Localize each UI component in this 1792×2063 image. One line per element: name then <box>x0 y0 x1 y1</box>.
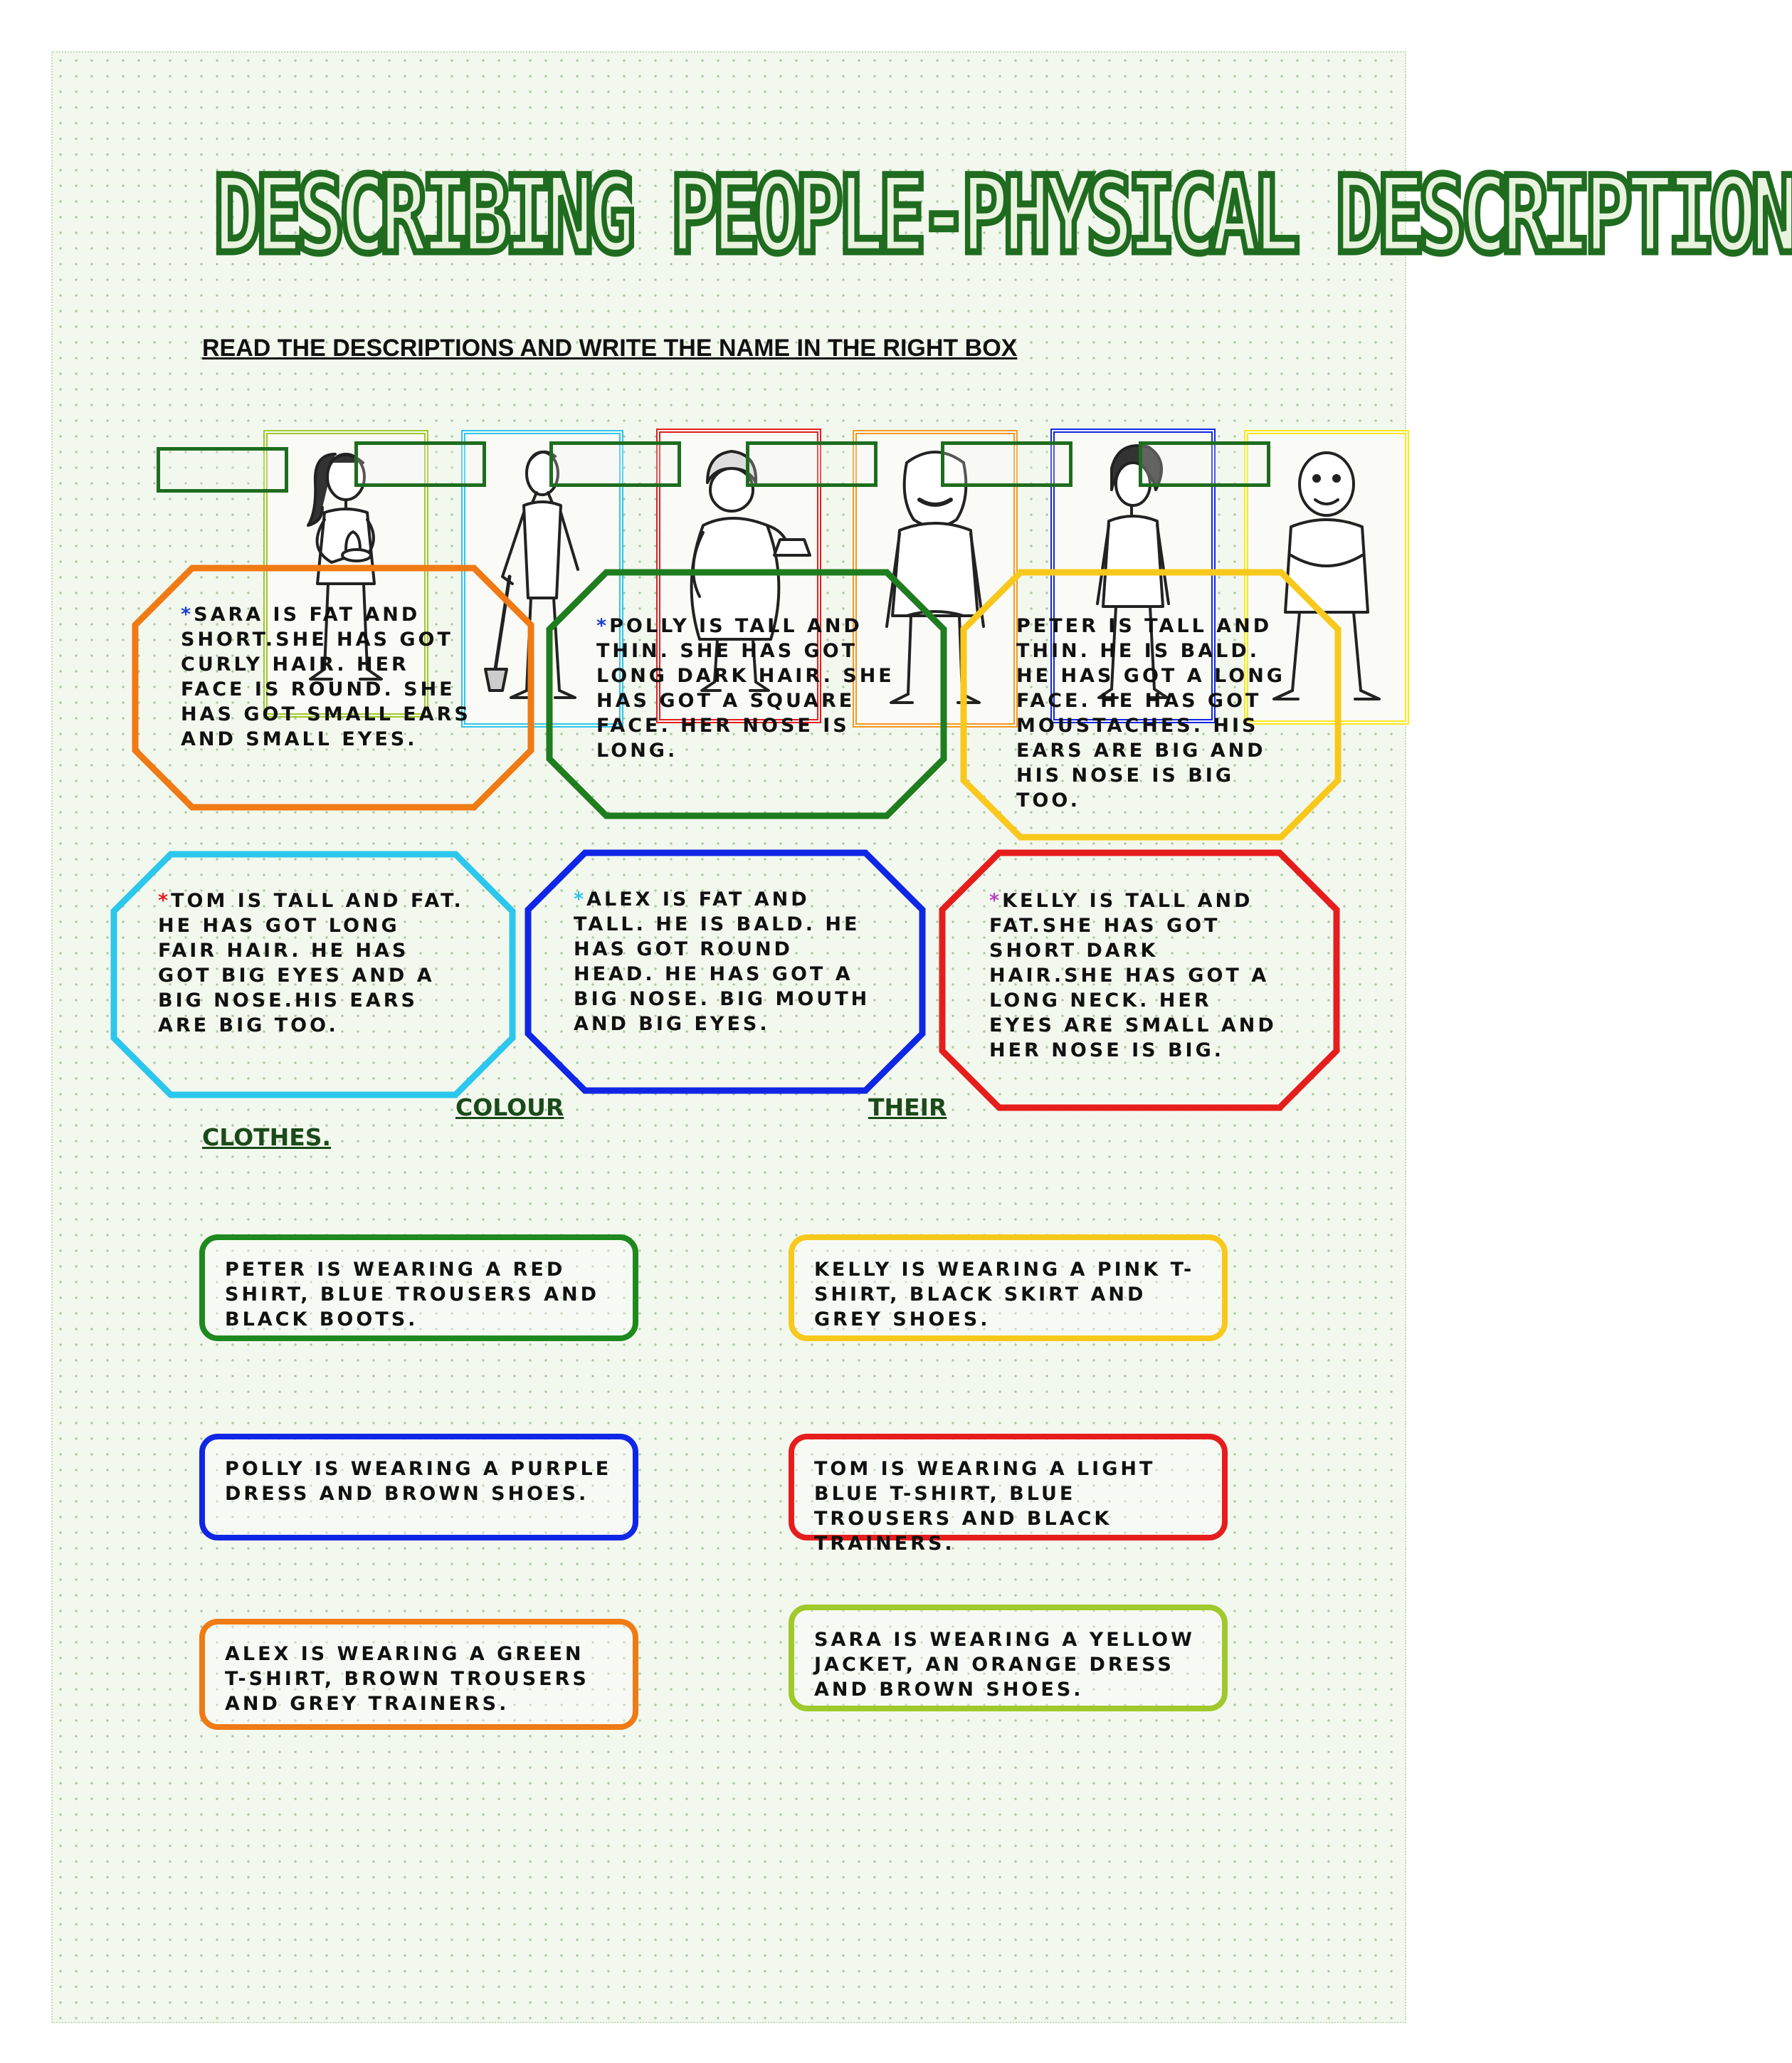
name-answer-box-3[interactable] <box>549 441 681 487</box>
name-answer-box-1[interactable] <box>157 447 288 493</box>
name-answer-box-4[interactable] <box>746 441 877 487</box>
clothes-text: ALEX IS WEARING A GREEN T-SHIRT, BROWN TROUSERS AND GREY TRAINERS. <box>225 1643 589 1715</box>
description-box-tom: *TOM IS TALL AND FAT. HE HAS GOT LONG FAIR HAIR. HE HAS GOT BIG EYES AND A BIG NOSE.HIS EARS ARE BIG TOO. <box>111 851 515 1098</box>
clothes-box-polly <box>199 1434 638 1540</box>
clothes-text: KELLY IS WEARING A PINK T-SHIRT, BLACK SKIRT AND GREY SHOES. <box>814 1259 1195 1330</box>
name-answer-box-5[interactable] <box>941 441 1072 487</box>
clothes-heading-word: CLOTHES. <box>202 1123 332 1151</box>
clothes-box-sara <box>789 1605 1228 1711</box>
description-text: PETER IS TALL AND THIN. HE IS BALD. HE HAS GOT A LONG FACE. HE HAS GOT MOUSTACHES. HIS EARS ARE BIG AND HIS NOSE IS BIG TOO. <box>1016 615 1285 812</box>
clothes-text: SARA IS WEARING A YELLOW JACKET, AN ORANGE DRESS AND BROWN SHOES. <box>814 1629 1195 1701</box>
clothes-box-alex <box>199 1619 638 1730</box>
clothes-text: TOM IS WEARING A LIGHT BLUE T-SHIRT, BLUE TROUSERS AND BLACK TRAINERS. <box>814 1458 1156 1555</box>
description-box-sara: *SARA IS FAT AND SHORT.SHE HAS GOT CURLY HAIR. HER FACE IS ROUND. SHE HAS GOT SMALL EARS AND SMALL EYES. <box>132 565 534 810</box>
clothes-box-kelly <box>789 1234 1228 1341</box>
description-box-kelly: *KELLY IS TALL AND FAT.SHE HAS GOT SHORT DARK HAIR.SHE HAS GOT A LONG NECK. HER EYES ARE SMALL AND HER NOSE IS BIG. <box>939 850 1339 1111</box>
name-answer-box-6[interactable] <box>1139 441 1270 487</box>
description-text: TOM IS TALL AND FAT. HE HAS GOT LONG FAIR HAIR. HE HAS GOT BIG EYES AND A BIG NOSE.HIS EARS ARE BIG TOO. <box>158 890 464 1036</box>
description-text: KELLY IS TALL AND FAT.SHE HAS GOT SHORT DARK HAIR.SHE HAS GOT A LONG NECK. HER EYES ARE SMALL AND HER NOSE IS BIG. <box>989 890 1277 1061</box>
name-answer-box-2[interactable] <box>354 441 486 487</box>
clothes-text: POLLY IS WEARING A PURPLE DRESS AND BROWN SHOES. <box>225 1458 612 1505</box>
description-box-polly: *POLLY IS TALL AND THIN. SHE HAS GOT LONG DARK HAIR. SHE HAS GOT A SQUARE FACE. HER NOSE IS LONG. <box>547 569 947 819</box>
clothes-box-peter <box>199 1234 638 1341</box>
description-text: SARA IS FAT AND SHORT.SHE HAS GOT CURLY HAIR. HER FACE IS ROUND. SHE HAS GOT SMALL EARS AND SMALL EYES. <box>181 604 471 750</box>
clothes-text: PETER IS WEARING A RED SHIRT, BLUE TROUSERS AND BLACK BOOTS. <box>225 1259 599 1330</box>
description-text: ALEX IS FAT AND TALL. HE IS BALD. HE HAS GOT ROUND HEAD. HE HAS GOT A BIG NOSE. BIG MOUTH AND BIG EYES. <box>574 888 870 1035</box>
description-box-peter <box>961 569 1341 840</box>
description-box-alex: *ALEX IS FAT AND TALL. HE IS BALD. HE HAS GOT ROUND HEAD. HE HAS GOT A BIG NOSE. BIG MOUTH AND BIG EYES. <box>525 850 925 1093</box>
description-text: POLLY IS TALL AND THIN. SHE HAS GOT LONG DARK HAIR. SHE HAS GOT A SQUARE FACE. HER NOSE IS LONG. <box>596 615 895 762</box>
instruction-text: READ THE DESCRIPTIONS AND WRITE THE NAME IN THE RIGHT BOX <box>202 335 1018 362</box>
colour-heading-word: COLOUR <box>455 1093 564 1121</box>
clothes-box-tom <box>789 1434 1228 1555</box>
their-heading-word: THEIR <box>868 1093 947 1121</box>
page-title: DESCRIBING PEOPLE-PHYSICAL DESCRIPTION <box>214 153 1792 278</box>
